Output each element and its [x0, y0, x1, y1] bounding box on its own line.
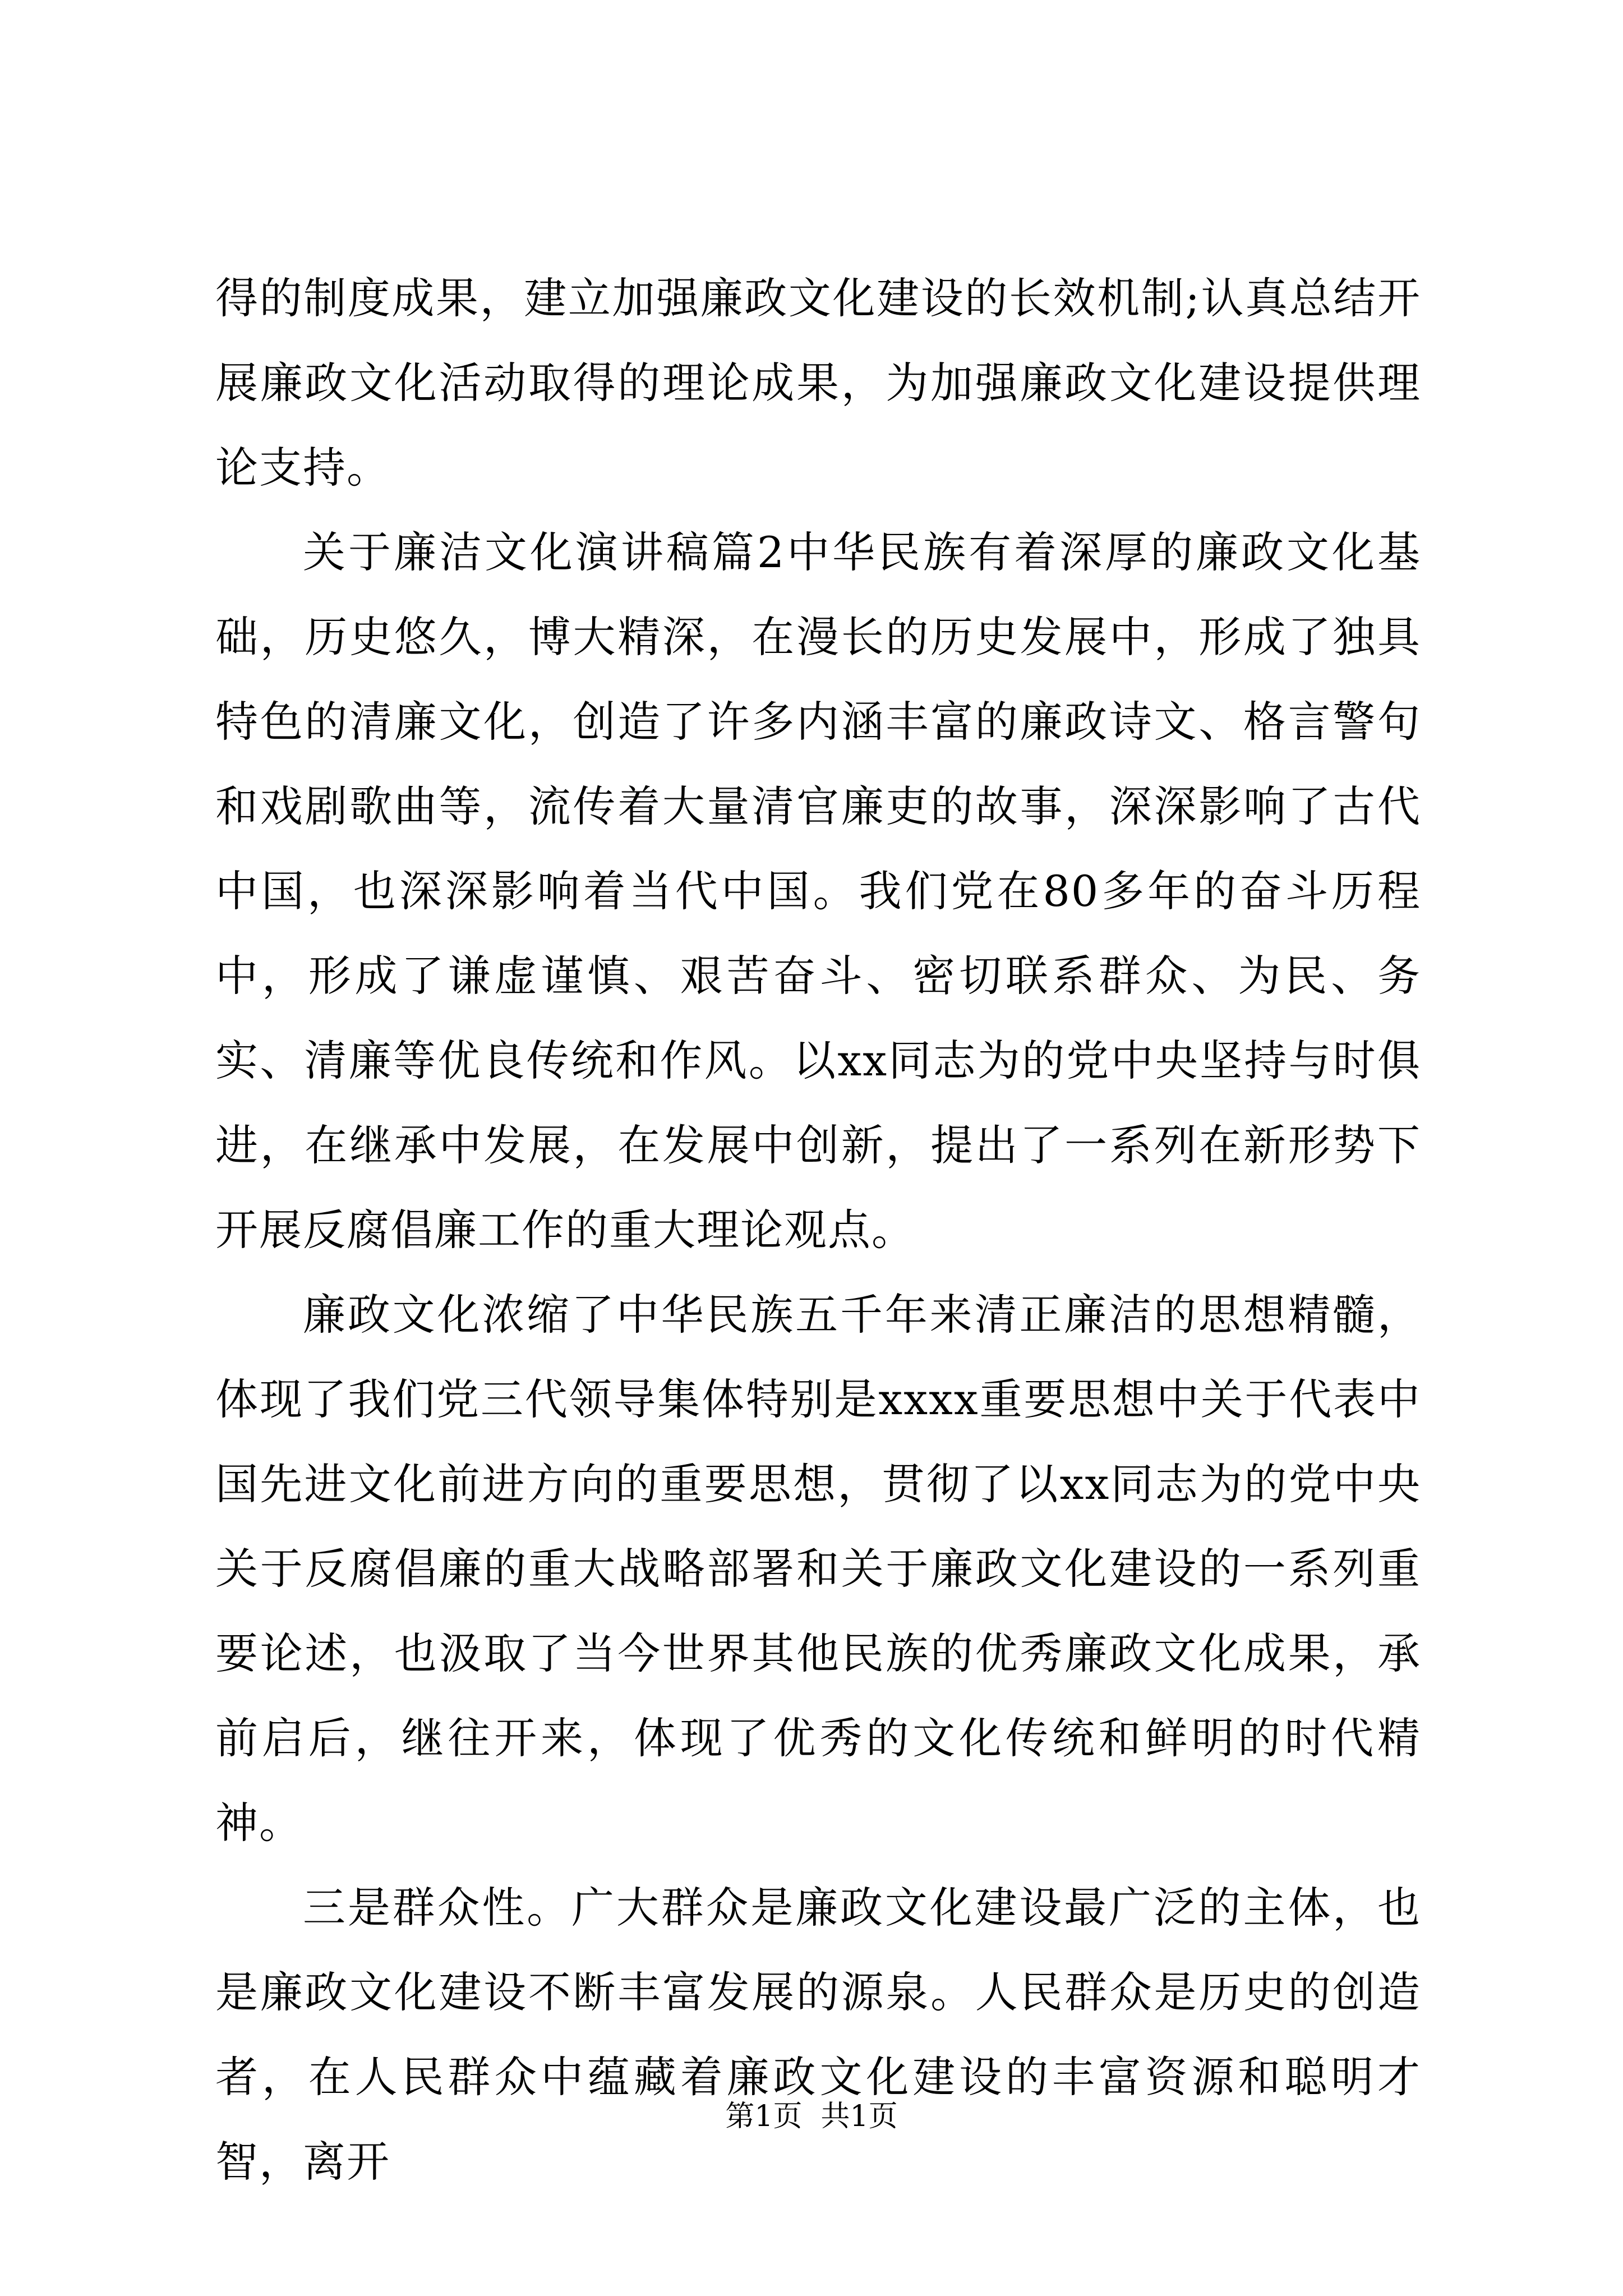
paragraph-1: 得的制度成果，建立加强廉政文化建设的长效机制;认真总结开展廉政文化活动取得的理论成果，为加强廉政文化建设提供理论支持。 — [215, 273, 1421, 493]
paragraph-4: 三是群众性。广大群众是廉政文化建设最广泛的主体，也是廉政文化建设不断丰富发展的源泉。人民群众是历史的创造者，在人民群众中蕴藏着廉政文化建设的丰富资源和聪明才智，离开 — [215, 1883, 1421, 2187]
paragraph-2: 关于廉洁文化演讲稿篇2中华民族有着深厚的廉政文化基础，历史悠久，博大精深，在漫长的历史发展中，形成了独具特色的清廉文化，创造了许多内涵丰富的廉政诗文、格言警句和戏剧歌曲等，流传着大量清官廉吏的故事，深深影响了古代中国，也深深影响着当代中国。我们党在80多年的奋斗历程中，形成了谦虚谨慎、艰苦奋斗、密切联系群众、为民、务实、清廉等优良传统和作风。以xx同志为的党中央坚持与时俱进，在继承中发展，在发展中创新，提出了一系列在新形势下开展反腐倡廉工作的重大理论观点。 — [215, 527, 1421, 1255]
document-body — [215, 256, 1421, 2204]
paragraph-3: 廉政文化浓缩了中华民族五千年来清正廉洁的思想精髓，体现了我们党三代领导集体特别是xxxx重要思想中关于代表中国先进文化前进方向的重要思想，贯彻了以xx同志为的党中央关于反腐倡廉的重大战略部署和关于廉政文化建设的一系列重要论述，也汲取了当今世界其他民族的优秀廉政文化成果，承前启后，继往开来，体现了优秀的文化传统和鲜明的时代精神。 — [215, 1290, 1421, 1848]
page-footer: 第1页 共1页 — [725, 2100, 898, 2133]
